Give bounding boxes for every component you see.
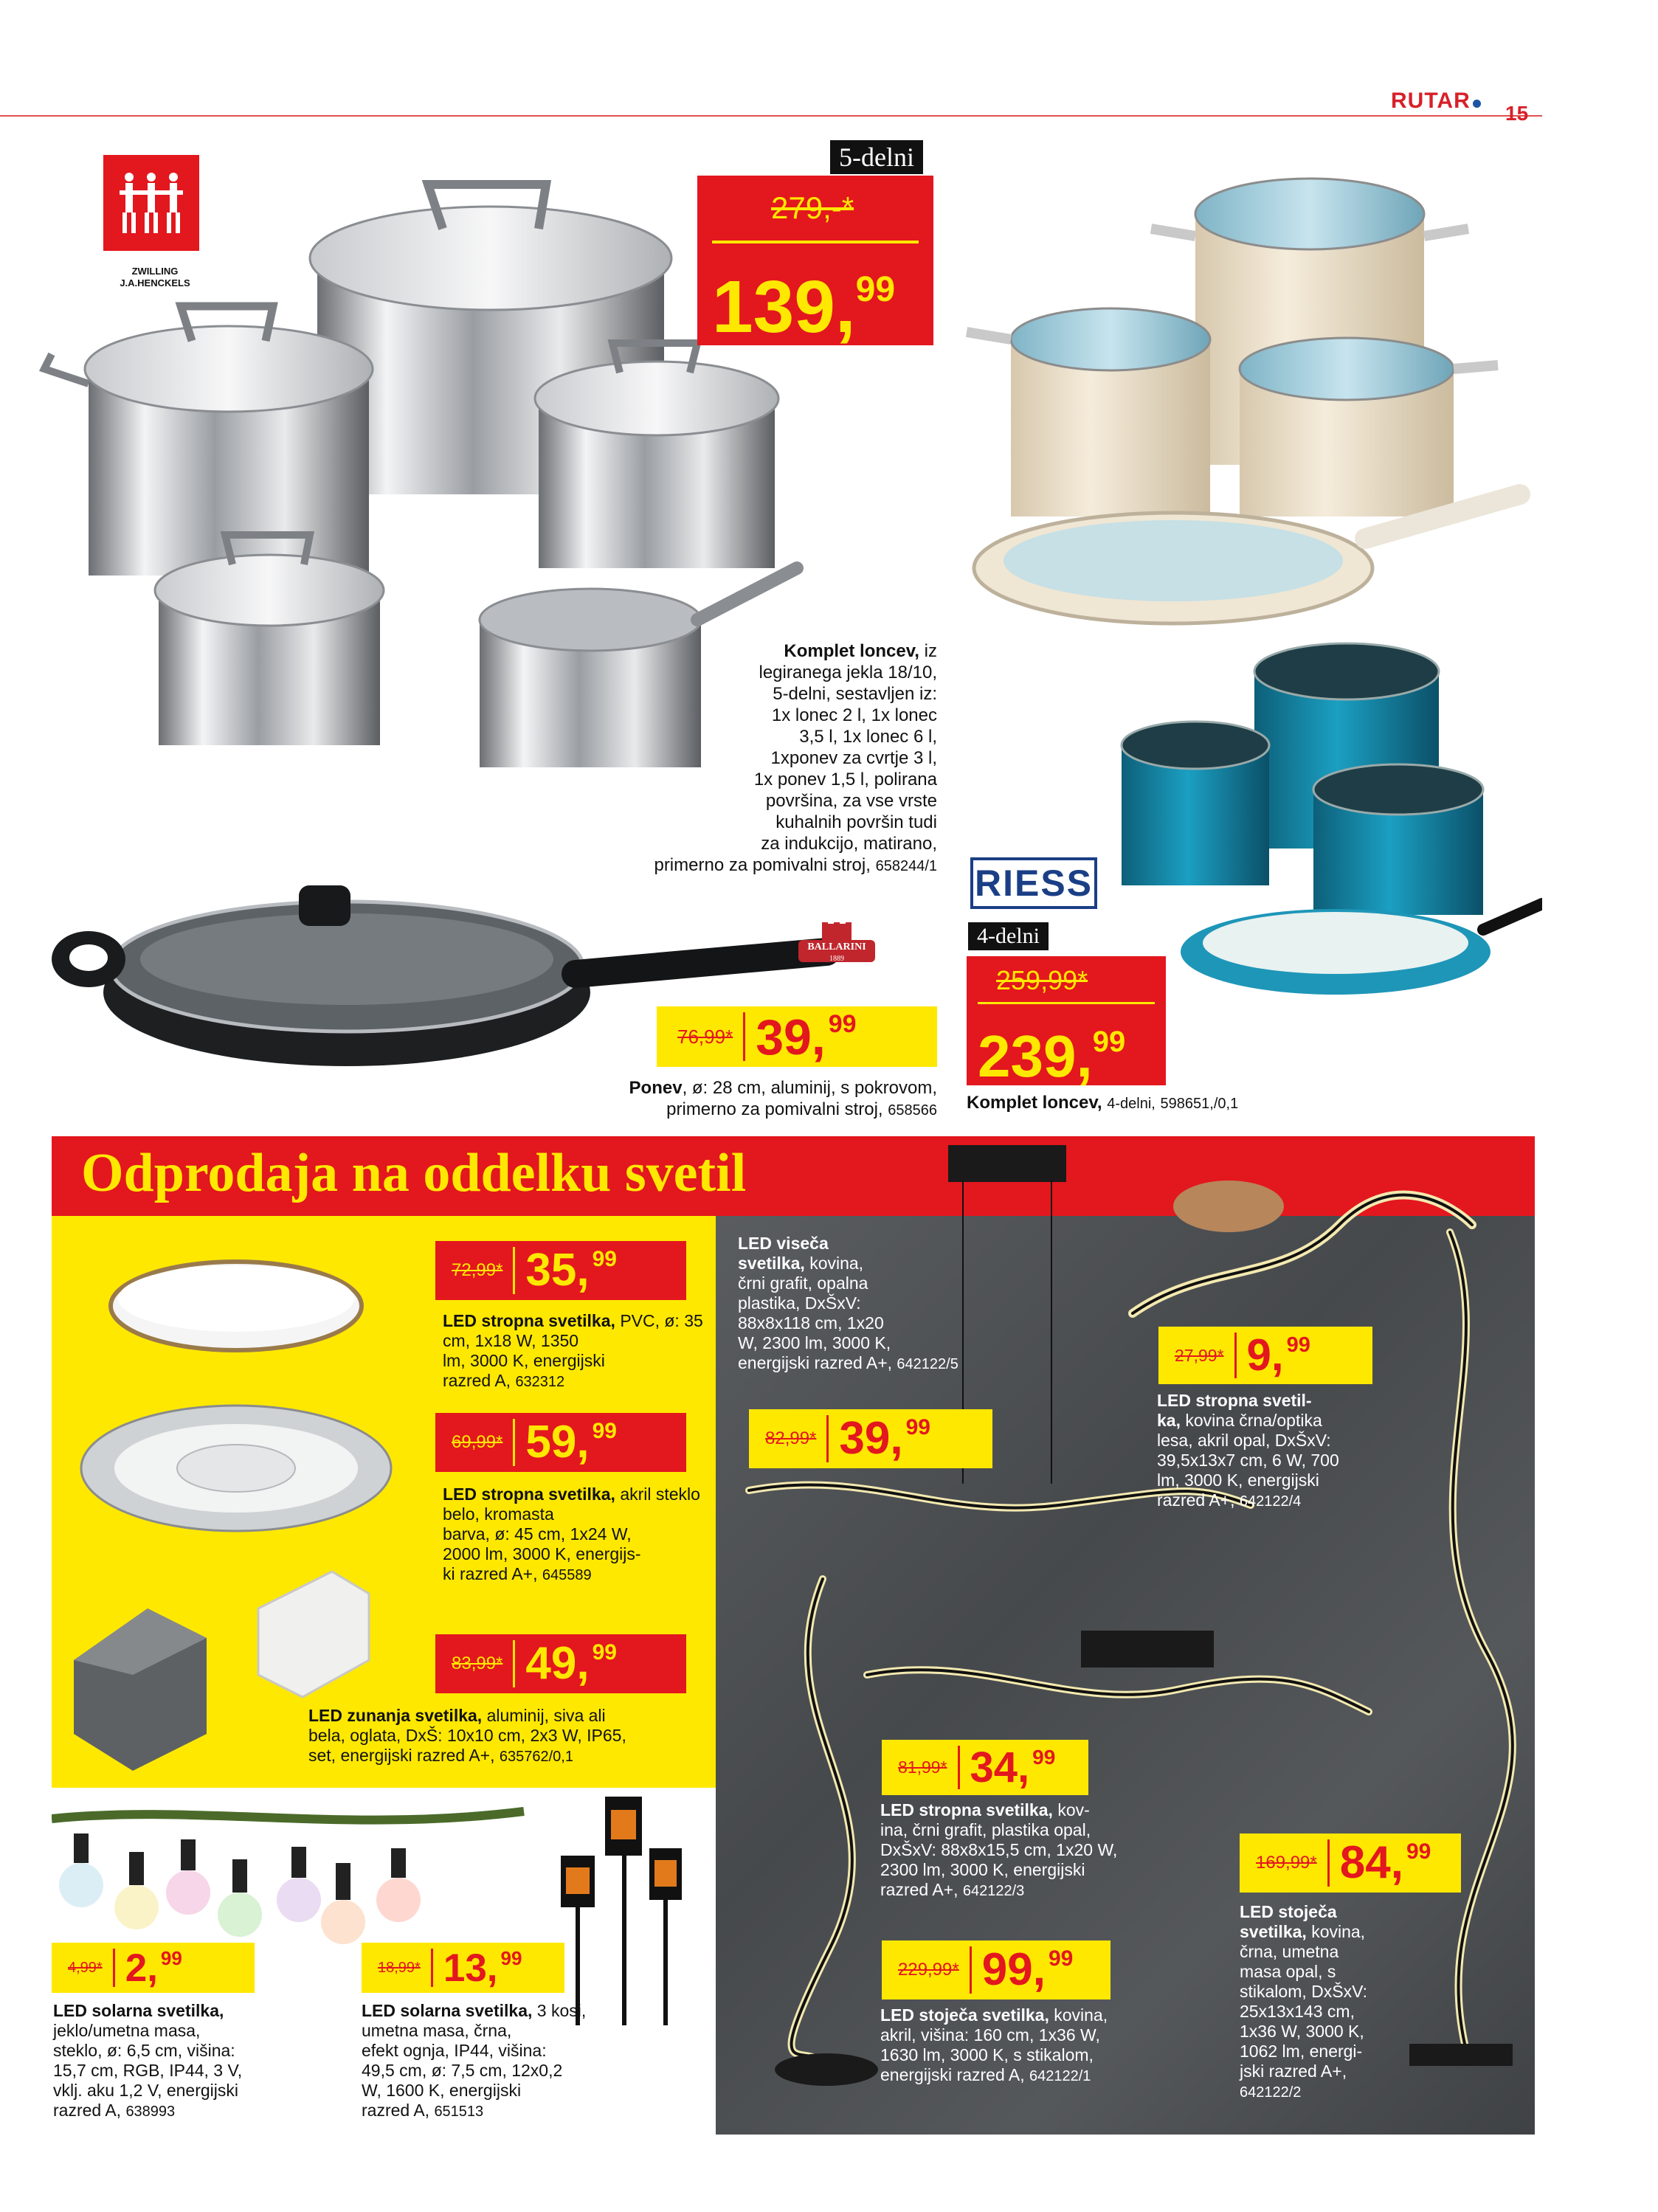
product-name: LED solarna svetilka,: [362, 2001, 533, 2020]
zwilling-description: Komplet loncev, iz legiranega jekla 18/10, 5-delni, sestavljen iz: 1x lonec 2 l, 1x lonec 3,5 l, 1x lonec 6 l, 1xponev za cvrtje 3 l, 1x ponev 1,5 l, polirana površina, za vse vrste kuhalnih površin tudi za indukcijo, matirano, primerno za pomivalni stroj, 658244/1: [654, 641, 937, 875]
spec-line: W, 1600 K, energijski: [362, 2081, 522, 2100]
product-code: 642122/4: [1239, 1493, 1302, 1510]
price: 39, $^{99}$: [839, 1413, 930, 1464]
price: 84, $^{99}$: [1339, 1837, 1431, 1888]
ballarini-price-tag: [657, 1006, 937, 1067]
spec-line: 2300 lm, 3000 K, energijski: [880, 1860, 1085, 1879]
ceiling1-price-tag: [435, 1241, 686, 1300]
ballarini-old-price: 76,99*: [677, 1025, 733, 1048]
spec-line: set, energijski razred A+,: [308, 1746, 495, 1765]
hanging-description: [738, 1234, 981, 1375]
spec-line: lm, 3000 K, energijski: [1157, 1470, 1319, 1490]
price: 34, $^{99}$: [970, 1743, 1056, 1791]
product-name: LED viseča: [738, 1234, 829, 1253]
ceiling2-description: [443, 1485, 708, 1586]
spec-line: 88x8x118 cm, 1x20: [738, 1313, 884, 1333]
spec-line: razred A,: [362, 2101, 430, 2120]
ceiling4-description: [880, 1800, 1175, 1901]
spec-line: 15,7 cm, RGB, IP44, 3 V,: [53, 2061, 243, 2080]
spec-line: 1x36 W, 3000 K,: [1240, 2022, 1364, 2041]
spec-line: efekt ognja, IP44, višina:: [362, 2041, 547, 2060]
old-price: 82,99*: [765, 1428, 817, 1448]
zwilling-price-box: [697, 176, 933, 348]
product-name: LED stoječa svetilka,: [880, 2005, 1049, 2025]
old-price: 169,99*: [1256, 1853, 1317, 1873]
spec-line: stikalom, DxŠxV:: [1240, 1982, 1367, 2001]
old-price: 72,99*: [452, 1260, 503, 1280]
riess-price-box: [967, 956, 1166, 1089]
product-code: 642122/3: [962, 1883, 1025, 1899]
price: 59, $^{99}$: [525, 1417, 617, 1468]
old-price: 4,99*: [68, 1959, 103, 1976]
ceiling2-price-tag: [435, 1413, 686, 1472]
riess-description: Komplet loncev, 4-delni, 598651,/0,1: [967, 1093, 1239, 1113]
spec-line: vklj. aku 1,2 V, energijski: [53, 2081, 239, 2100]
standing2-description: [1240, 1902, 1409, 2103]
product-name-cont: svetilka,: [738, 1254, 805, 1273]
outdoor-description: [308, 1706, 707, 1767]
product-name-cont: svetilka,: [1240, 1922, 1307, 1941]
standing1-price-tag: [882, 1940, 1110, 2000]
product-name: LED stropna svetilka,: [443, 1485, 615, 1504]
old-price: 229,99*: [898, 1960, 959, 1980]
spec-line: bela, oglata, DxŠ: 10x10 cm, 2x3 W, IP65,: [308, 1726, 626, 1745]
solar1-price-tag: [52, 1943, 255, 1993]
solar1-description: [53, 2001, 304, 2122]
riess-pieces-badge: 4-delni: [968, 922, 1049, 950]
zwilling-brand-text: ZWILLING J.A.HENCKELS: [120, 266, 190, 288]
spec-line: kovina črna/optika: [1185, 1411, 1322, 1430]
price: 2, $^{99}$: [125, 1946, 182, 1990]
ballarini-description: Ponev, ø: 28 cm, aluminij, s pokrovom, primerno za pomivalni stroj, 658566: [629, 1078, 937, 1119]
spec-line: razred A+,: [1157, 1490, 1235, 1510]
product-code: 651513: [434, 2104, 484, 2120]
spec-line: ina, črni grafit, plastika opal,: [880, 1820, 1091, 1839]
spec-line: jeklo/umetna masa,: [53, 2021, 201, 2040]
spec-line: kovina,: [1311, 1922, 1366, 1941]
spec-line: W, 2300 lm, 3000 K,: [738, 1333, 891, 1352]
product-code: 645589: [542, 1567, 592, 1583]
spec-line: PVC, ø: 35 cm, 1x18 W, 1350: [443, 1311, 703, 1350]
price: 99, $^{99}$: [981, 1944, 1074, 1995]
spec-line: 49,5 cm, ø: 7,5 cm, 12x0,2: [362, 2061, 563, 2080]
product-name: LED stoječa: [1240, 1902, 1337, 1921]
spec-line: 1630 lm, 3000 K, s stikalom,: [880, 2045, 1094, 2064]
ceiling4-price-tag: [882, 1740, 1088, 1795]
product-name: LED zunanja svetilka,: [308, 1706, 483, 1725]
spec-line: 1062 lm, energi-: [1240, 2042, 1363, 2061]
hanging-price-tag: [749, 1409, 992, 1468]
solar-lights-image: [52, 1789, 716, 2033]
spec-line: jski razred A+,: [1240, 2061, 1347, 2081]
old-price: 27,99*: [1175, 1345, 1224, 1365]
product-code: 638993: [125, 2104, 176, 2120]
header-rule: [0, 115, 1542, 117]
spec-line: razred A,: [443, 1371, 511, 1390]
spec-line: aluminij, siva ali: [486, 1706, 606, 1725]
solar2-description: [362, 2001, 612, 2122]
riess-price: 239,99: [978, 1023, 1126, 1089]
old-price: 83,99*: [452, 1653, 503, 1673]
product-name: LED stropna svetilka,: [880, 1800, 1053, 1819]
spec-line: črna, umetna: [1240, 1942, 1339, 1961]
spec-line: akril steklo belo, kromasta: [443, 1485, 700, 1524]
riess-old-price: 259,99*: [996, 965, 1088, 995]
standing1-description: [880, 2005, 1190, 2087]
spec-line: akril, višina: 160 cm, 1x36 W,: [880, 2025, 1100, 2045]
old-price: 81,99*: [898, 1757, 947, 1777]
spec-line: črni grafit, opalna: [738, 1273, 868, 1293]
spec-line: energijski razred A+,: [738, 1353, 893, 1372]
spec-line: DxŠxV: 88x8x15,5 cm, 1x20 W,: [880, 1840, 1118, 1859]
spec-line: masa opal, s: [1240, 1962, 1336, 1981]
outdoor-price-tag: [435, 1634, 686, 1693]
spec-line: kovina,: [1054, 2005, 1108, 2025]
product-name: LED stropna svetilka,: [443, 1311, 615, 1330]
spec-line: ki razred A+,: [443, 1564, 538, 1583]
spec-line: 2000 lm, 3000 K, energijs-: [443, 1544, 641, 1563]
brand-logo: RUTAR: [1391, 89, 1481, 114]
solar2-price-tag: [362, 1943, 564, 1993]
spec-line: razred A+,: [880, 1880, 958, 1899]
spec-line: energijski razred A,: [880, 2065, 1025, 2084]
price: 13, $^{99}$: [443, 1946, 522, 1990]
spec-line: plastika, DxŠxV:: [738, 1293, 861, 1313]
product-name-cont: ka,: [1157, 1411, 1181, 1430]
old-price: 18,99*: [378, 1959, 421, 1976]
zwilling-pieces-badge: 5-delni: [830, 140, 923, 174]
product-code: 635762/0,1: [499, 1749, 573, 1765]
price: 9, $^{99}$: [1246, 1330, 1310, 1380]
price: 35, $^{99}$: [525, 1245, 617, 1296]
banner-title: Odprodaja na oddelku svetil: [81, 1143, 747, 1203]
product-code: 642122/1: [1029, 2068, 1091, 2084]
spec-line: barva, ø: 45 cm, 1x24 W,: [443, 1524, 632, 1544]
yellow-lights-image: [59, 1225, 443, 1786]
spec-line: lm, 3000 K, energijski: [443, 1351, 605, 1370]
spec-line: 3 kosi, umetna masa, črna,: [362, 2001, 587, 2040]
standing2-price-tag: [1240, 1833, 1461, 1893]
zwilling-old-price: 279,-*: [771, 190, 854, 225]
price: 49, $^{99}$: [525, 1638, 617, 1689]
product-code: 642122/2: [1240, 2084, 1302, 2101]
product-name: LED solarna svetilka,: [53, 2001, 224, 2020]
ceiling3-description: [1157, 1391, 1408, 1512]
ballarini-logo: BALLARINI 1889: [797, 922, 877, 974]
spec-line: steklo, ø: 6,5 cm, višina:: [53, 2041, 235, 2060]
product-code: 632312: [515, 1374, 565, 1390]
product-code: 642122/5: [897, 1356, 958, 1372]
spec-line: kov-: [1057, 1800, 1090, 1819]
ballarini-price: 39, $^{99}$: [756, 1009, 857, 1065]
ceiling3-price-tag: [1158, 1327, 1372, 1384]
spec-line: lesa, akril opal, DxŠxV:: [1157, 1431, 1331, 1450]
spec-line: 39,5x13x7 cm, 6 W, 700: [1157, 1451, 1339, 1470]
spec-line: 25x13x143 cm,: [1240, 2002, 1355, 2021]
spec-line: razred A,: [53, 2101, 122, 2120]
ceiling1-description: [443, 1311, 708, 1392]
spec-line: kovina,: [809, 1254, 864, 1273]
riess-logo: RIESS: [970, 857, 1097, 909]
page-number: 15: [1505, 102, 1529, 125]
product-name: LED stropna svetil-: [1157, 1391, 1312, 1410]
zwilling-price: 139,99: [712, 266, 896, 348]
old-price: 69,99*: [452, 1432, 503, 1452]
